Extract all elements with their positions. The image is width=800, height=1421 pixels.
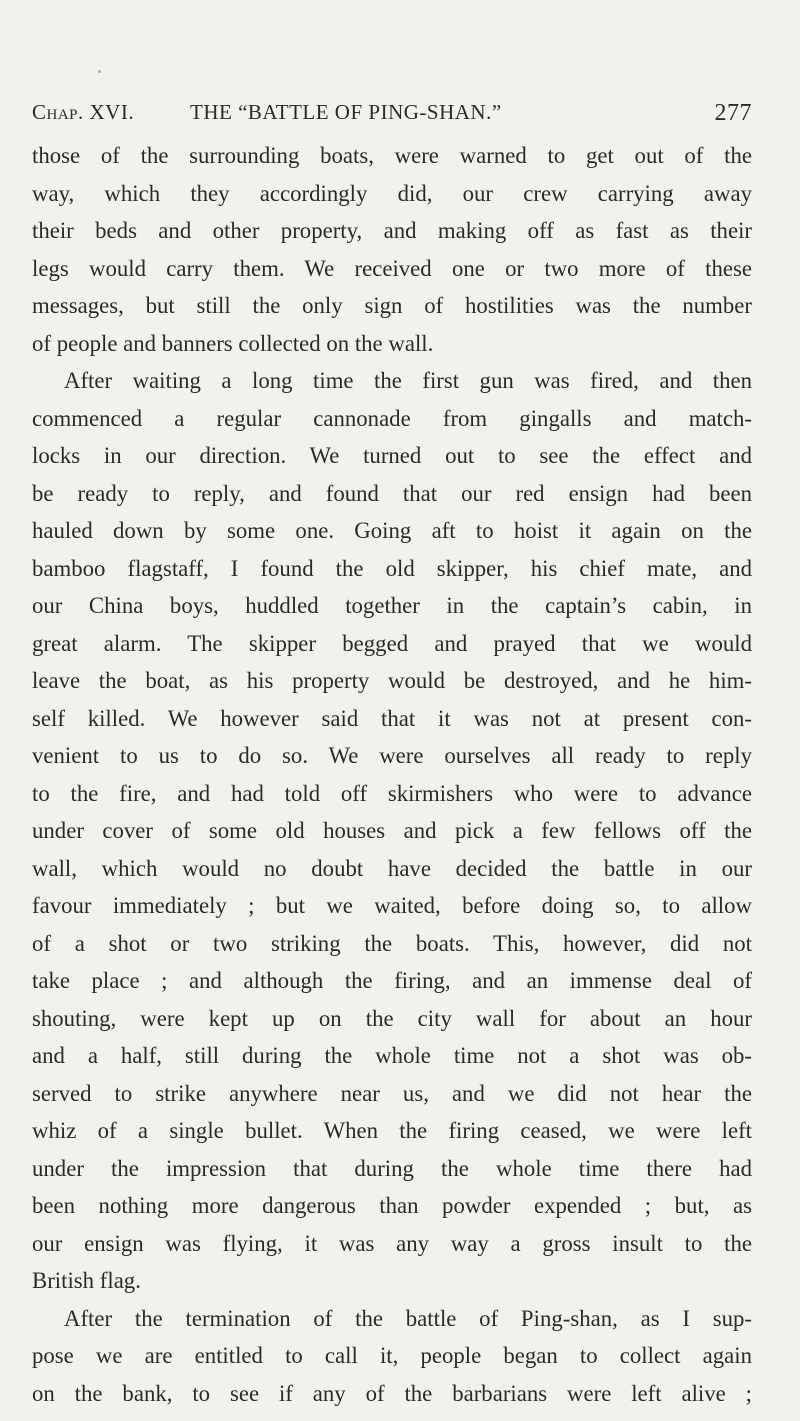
- text-line: our China boys, huddled together in the captain’s cabin, in: [32, 593, 752, 618]
- text-line: wall, which would no doubt have decided the battle in our: [32, 855, 752, 881]
- text-line: of people and banners collected on the wall.: [32, 330, 434, 356]
- text-line: under cover of some old houses and pick a few fellows off the: [32, 818, 752, 843]
- text-line: our ensign was flying, it was any way a gross insult to the: [32, 1230, 752, 1256]
- page-number: 277: [714, 100, 752, 126]
- text-line: self killed. We however said that it was not at present con-: [32, 705, 752, 731]
- chapter-label: Chap. XVI.: [32, 100, 135, 124]
- text-line: venient to us to do so. We were ourselves all ready to reply: [32, 743, 752, 768]
- text-line: under the impression that during the whole time there had: [32, 1155, 752, 1181]
- text-line: After the termination of the battle of Ping-shan, as I sup-: [64, 1305, 752, 1331]
- text-line: whiz of a single bullet. When the firing ceased, we were left: [32, 1118, 752, 1143]
- text-line: those of the surrounding boats, were warned to get out of the: [32, 143, 752, 168]
- text-line: served to strike anywhere near us, and we did not hear the: [32, 1080, 752, 1106]
- text-line: been nothing more dangerous than powder expended ; but, as: [32, 1193, 752, 1218]
- text-line: be ready to reply, and found that our red ensign had been: [32, 480, 752, 506]
- text-line: their beds and other property, and making off as fast as their: [32, 218, 752, 243]
- text-line: leave the boat, as his property would be destroyed, and he him-: [32, 668, 752, 693]
- text-line: locks in our direction. We turned out to see the effect and: [32, 443, 752, 468]
- text-line: bamboo flagstaff, I found the old skipper, his chief mate, and: [32, 555, 752, 581]
- text-line: and a half, still during the whole time not a shot was ob-: [32, 1043, 752, 1068]
- text-line: favour immediately ; but we waited, before doing so, to allow: [32, 893, 752, 918]
- text-line: legs would carry them. We received one or two more of these: [32, 255, 752, 281]
- body-text: [32, 137, 752, 1412]
- text-line: on the bank, to see if any of the barbarians were left alive ;: [32, 1380, 752, 1406]
- text-line: great alarm. The skipper begged and prayed that we would: [32, 630, 752, 656]
- text-line: of a shot or two striking the boats. This, however, did not: [32, 930, 752, 956]
- text-line: pose we are entitled to call it, people began to collect again: [32, 1343, 752, 1368]
- running-header: [32, 100, 752, 132]
- text-line: commenced a regular cannonade from gingalls and match-: [32, 405, 752, 431]
- text-line: to the fire, and had told off skirmishers who were to advance: [32, 780, 752, 806]
- text-line: messages, but still the only sign of hostilities was the number: [32, 293, 752, 318]
- text-line: way, which they accordingly did, our crew carrying away: [32, 180, 752, 206]
- text-line: British flag.: [32, 1268, 141, 1293]
- text-line: hauled down by some one. Going aft to hoist it again on the: [32, 518, 752, 543]
- running-title: THE “BATTLE OF PING-SHAN.”: [190, 100, 502, 124]
- text-line: take place ; and although the firing, and an immense deal of: [32, 968, 752, 993]
- text-line: shouting, were kept up on the city wall for about an hour: [32, 1005, 752, 1031]
- text-line: After waiting a long time the first gun was fired, and then: [64, 368, 752, 393]
- paper-speck: [98, 70, 101, 73]
